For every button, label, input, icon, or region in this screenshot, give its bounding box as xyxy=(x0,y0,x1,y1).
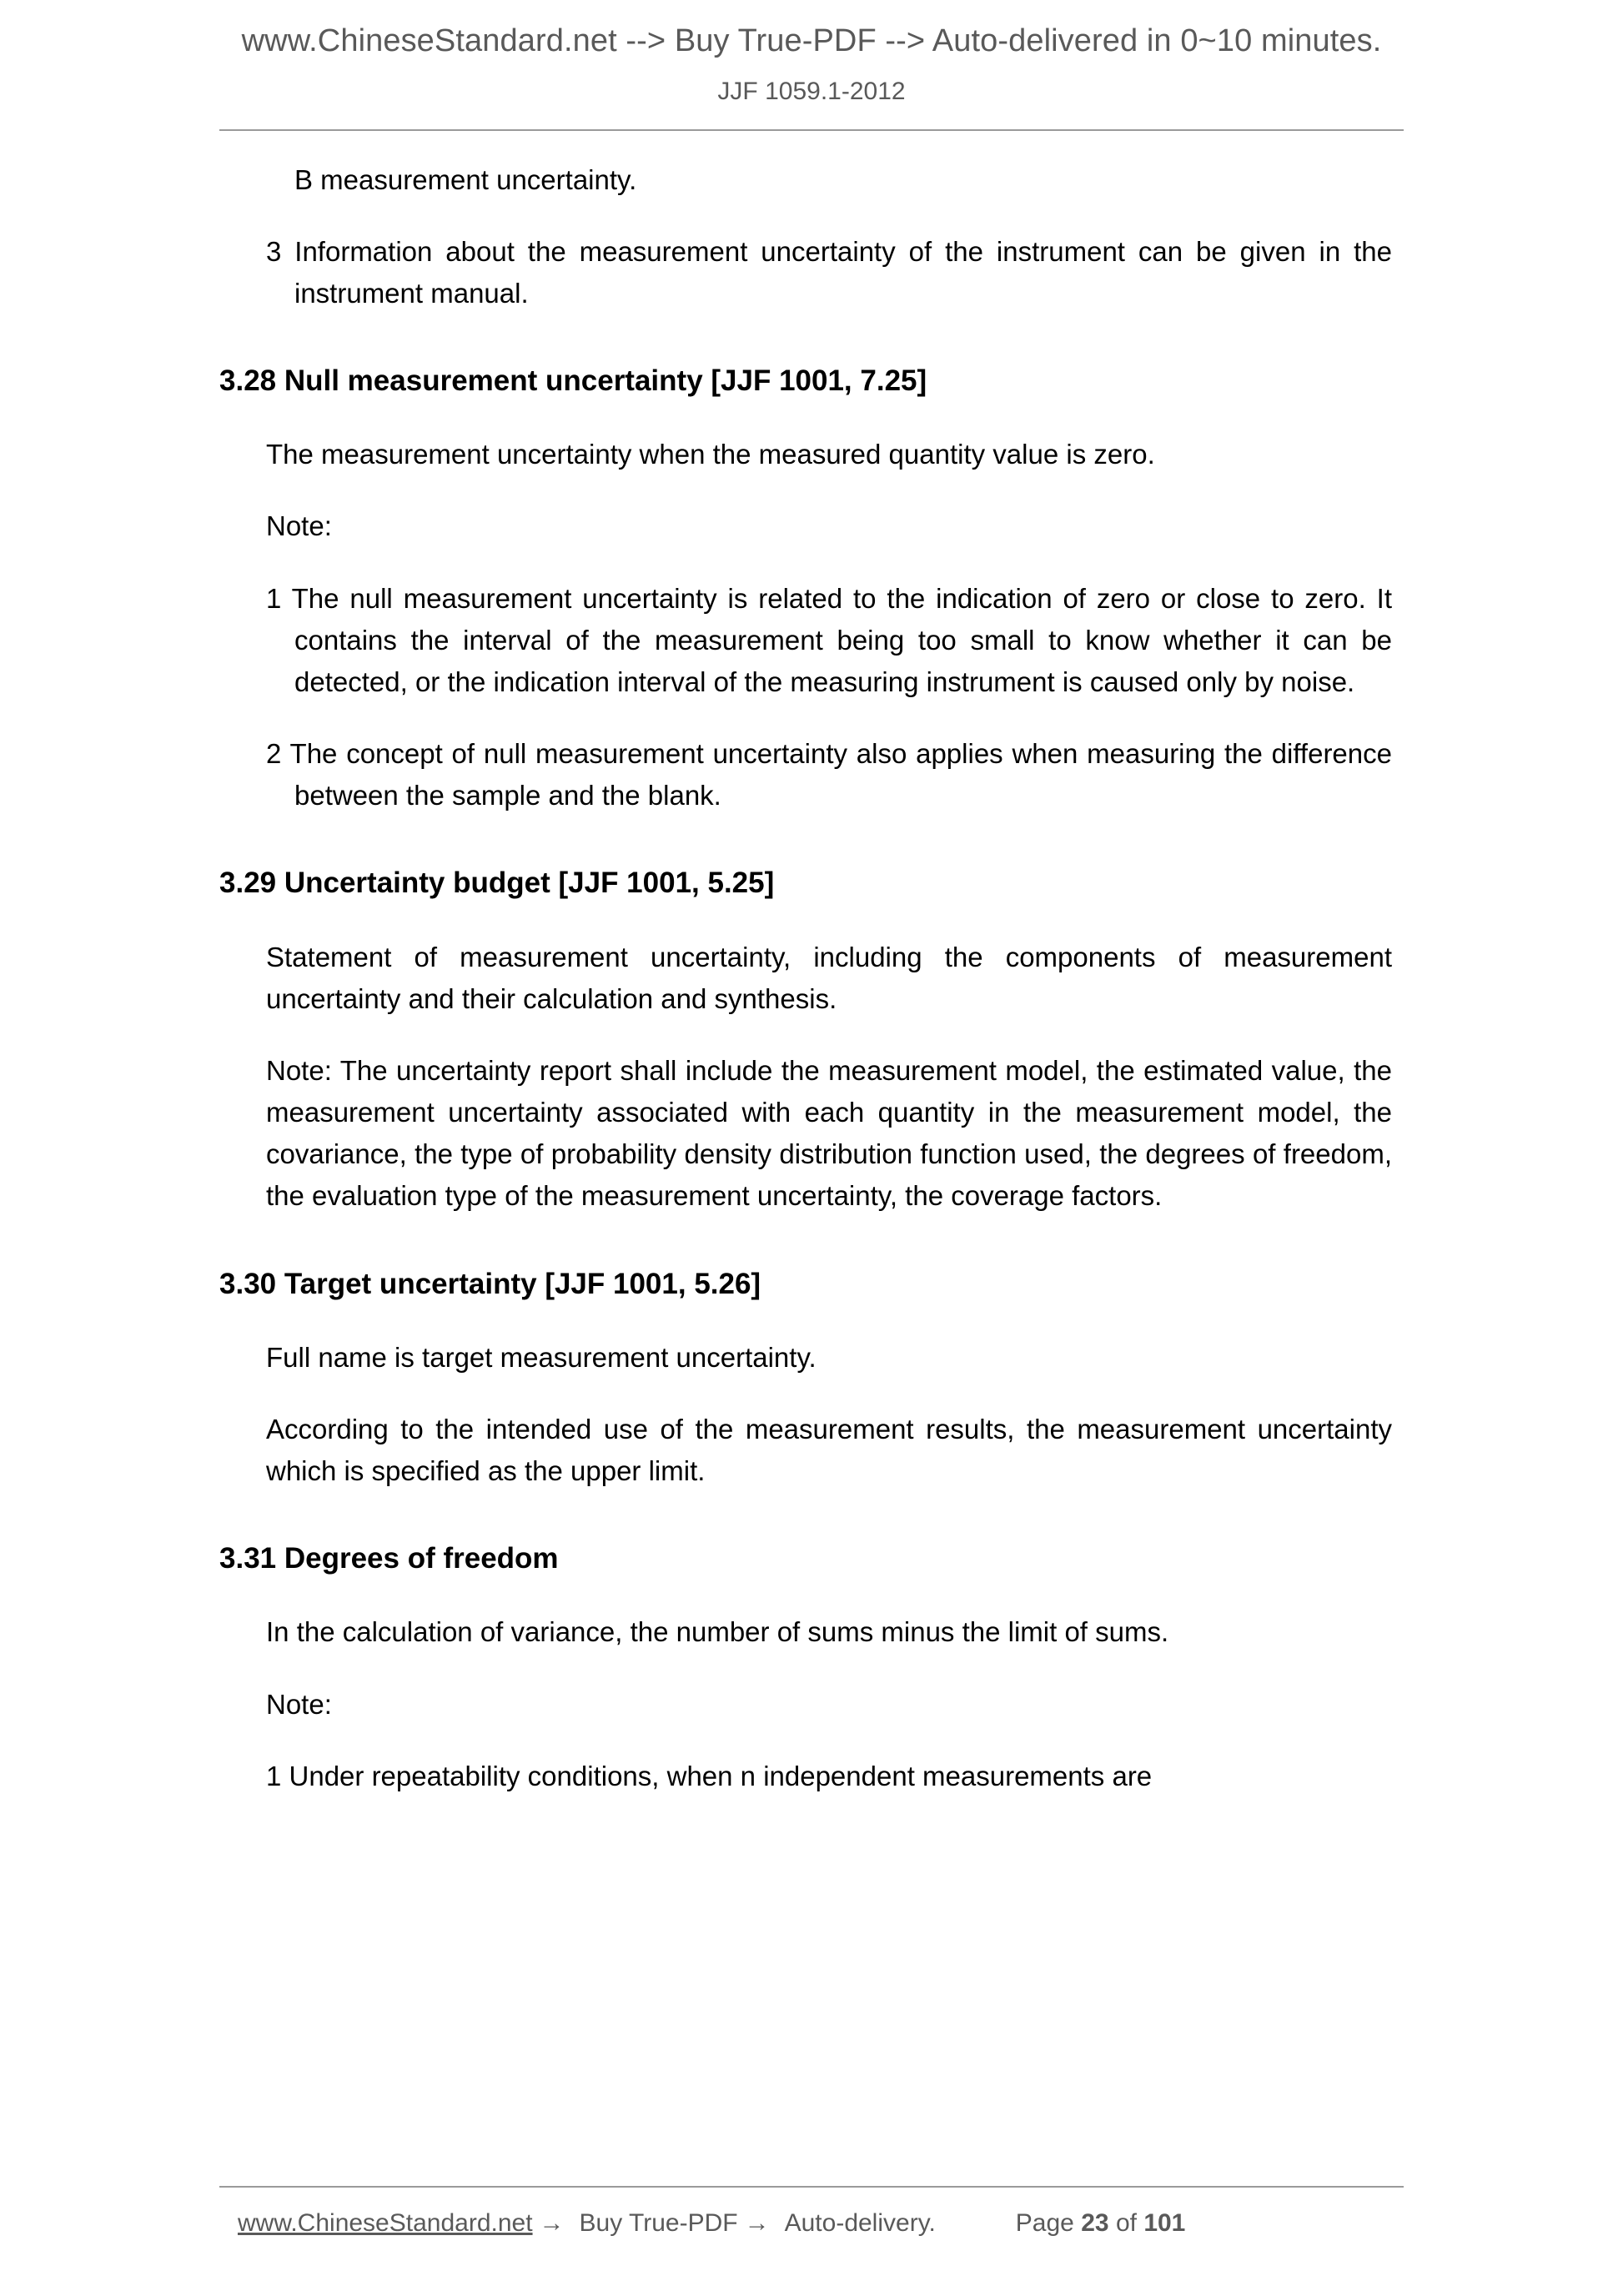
section-3-28-paragraph: The measurement uncertainty when the measured quantity value is zero. xyxy=(266,439,1155,470)
section-heading-3-29: 3.29 Uncertainty budget [JJF 1001, 5.25] xyxy=(219,867,775,900)
arrow-right-icon-1: → xyxy=(539,2209,565,2237)
page-header xyxy=(0,0,1623,131)
footer-buy-label: Buy True-PDF xyxy=(579,2209,738,2237)
page-label: Page xyxy=(1015,2209,1074,2237)
footer-divider xyxy=(219,2186,1404,2188)
section-3-28-note-2: 2 The concept of null measurement uncertainty also applies when measuring the difference between the sample and the blank. xyxy=(266,738,1392,811)
section-3-28-note-label: Note: xyxy=(266,510,332,542)
of-label: of xyxy=(1115,2209,1137,2237)
promo-banner: www.ChineseStandard.net --> Buy True-PDF --> Auto-delivered in 0~10 minutes. xyxy=(241,23,1382,58)
section-3-30-paragraph-1: Full name is target measurement uncertainty. xyxy=(266,1341,817,1373)
page-indicator xyxy=(1016,2209,1186,2238)
section-heading-3-31: 3.31 Degrees of freedom xyxy=(219,1542,559,1575)
section-3-31-note-label: Note: xyxy=(266,1688,332,1720)
section-3-31-paragraph: In the calculation of variance, the number of sums minus the limit of sums. xyxy=(266,1616,1169,1648)
page-content xyxy=(219,131,1404,1797)
section-heading-3-28: 3.28 Null measurement uncertainty [JJF 1001, 7.25] xyxy=(219,364,927,397)
footer-row xyxy=(219,2209,1404,2238)
note-item-prev-3: 3 Information about the measurement uncertainty of the instrument can be given in the instrument manual. xyxy=(266,235,1392,309)
carryover-line: B measurement uncertainty. xyxy=(294,163,637,195)
section-3-29-note: Note: The uncertainty report shall include the measurement model, the estimated value, the measurement uncertainty associated with each quantity in the measurement model, the covariance, the type of probability density distribution function used, the degrees of freedom, the evaluation type of the measurement uncertainty, the coverage factors. xyxy=(266,1054,1392,1212)
section-3-28-note-1: 1 The null measurement uncertainty is related to the indication of zero or close to zero. It contains the interval of the measurement being too small to know whether it can be detected, or the indication interval of the measuring instrument is caused only by noise. xyxy=(266,582,1392,697)
section-3-31-note-1: 1 Under repeatability conditions, when n independent measurements are xyxy=(266,1760,1153,1791)
current-page-number: 23 xyxy=(1081,2209,1109,2237)
section-3-30-paragraph-2: According to the intended use of the measurement results, the measurement uncertainty which is specified as the upper limit. xyxy=(266,1413,1392,1487)
section-3-29-paragraph: Statement of measurement uncertainty, including the components of measurement uncertainty and their calculation and synthesis. xyxy=(266,941,1392,1014)
footer-site-link[interactable]: www.ChineseStandard.net xyxy=(238,2209,533,2237)
total-page-count: 101 xyxy=(1143,2209,1186,2237)
section-heading-3-30: 3.30 Target uncertainty [JJF 1001, 5.26] xyxy=(219,1267,761,1300)
arrow-right-icon-2: → xyxy=(744,2209,770,2237)
footer-delivery-label: Auto-delivery. xyxy=(784,2209,936,2237)
page-footer xyxy=(0,2186,1623,2238)
standard-number: JJF 1059.1-2012 xyxy=(717,77,906,105)
